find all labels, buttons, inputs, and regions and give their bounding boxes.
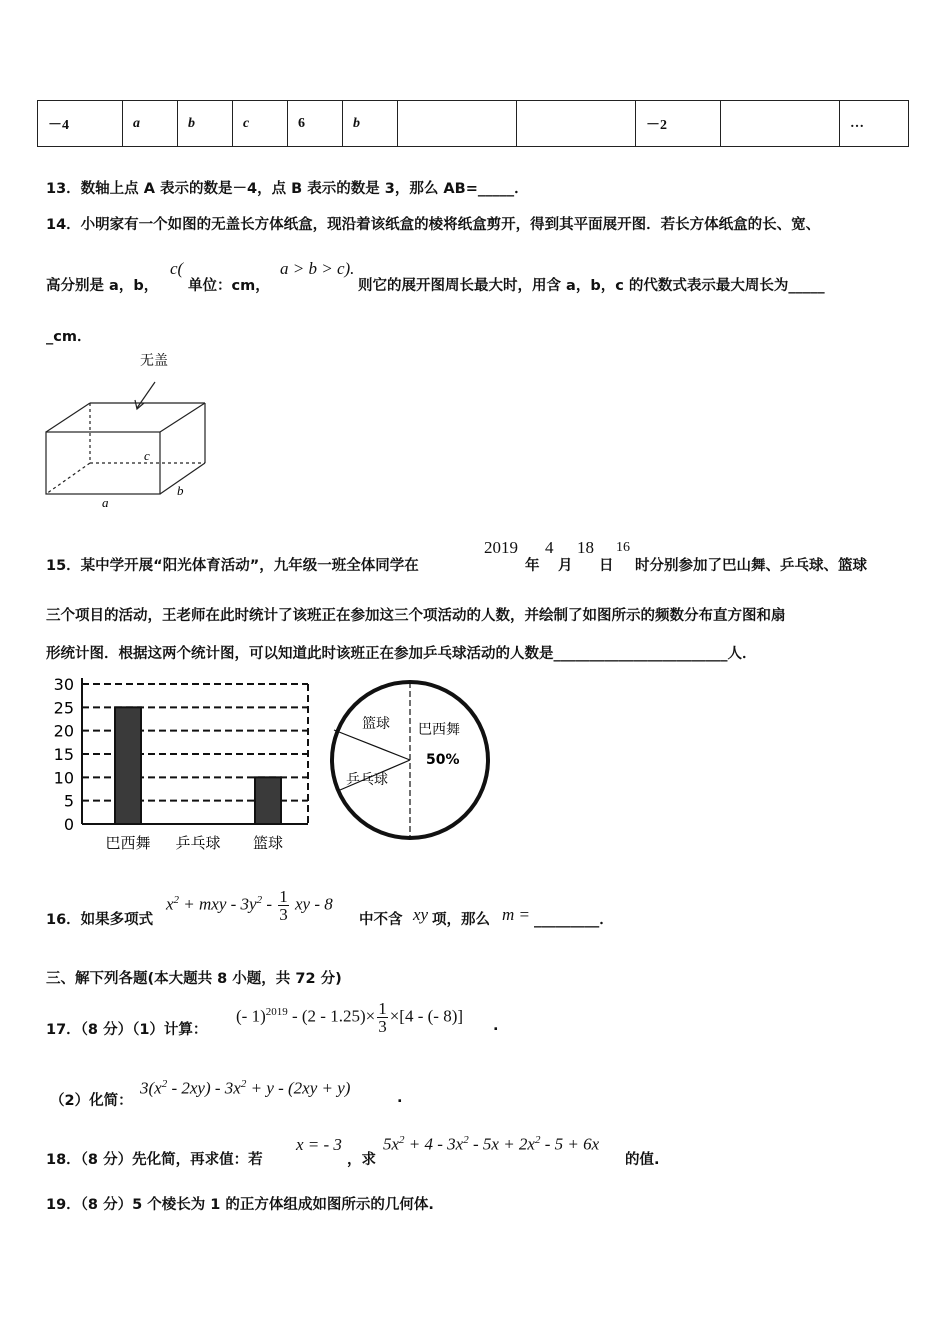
y-tick-label: 15 — [53, 745, 74, 764]
table-cell: … — [840, 101, 909, 147]
x-tick-label: 篮球 — [252, 834, 284, 852]
question-15-line3: 形统计图．根据这两个统计图，可以知道此时该班正在参加乒乓球活动的人数是________________________人． — [46, 646, 757, 662]
hour: 16 — [616, 540, 630, 555]
edge-label-c: c — [144, 448, 150, 463]
period: . — [397, 1090, 403, 1106]
y-tick-label: 20 — [53, 721, 74, 741]
table-cell — [721, 101, 840, 147]
polynomial-expression: $x^2$ + mxy - $3y^2$ - $\frac{1}{3}$ xy - 8 — [166, 887, 333, 924]
period: . — [493, 1018, 499, 1034]
bar-3 — [255, 777, 281, 824]
question-18-ask: ，求 — [347, 1152, 376, 1168]
pie-percent-bashan: 50% — [426, 752, 460, 768]
expression-17-2: $3(x^2 - 2xy) - 3x^2 + y - (2xy + y)$ — [140, 1078, 351, 1098]
question-15-line2: 三个项目的活动，王老师在此时统计了该班正在参加这三个项活动的人数，并绘制了如图所示的频数分布直方图和扇 — [46, 608, 786, 624]
pie-label-bashan: 巴西舞 — [418, 722, 460, 738]
year-char: 年 — [525, 558, 540, 574]
open-box-figure — [40, 345, 220, 515]
math-c: c( — [170, 259, 184, 278]
section-heading: 三、解下列各题(本大题共 8 小题，共 72 分) — [46, 971, 342, 987]
question-18-tail: 的值. — [625, 1152, 660, 1168]
table-cell: 6 — [288, 101, 343, 147]
bar-1 — [115, 707, 141, 824]
table-cell: b — [178, 101, 233, 147]
question-13: 13．数轴上点 A 表示的数是－4，点 B 表示的数是 3，那么 AB=_____． — [46, 181, 529, 197]
y-tick-label: 10 — [53, 768, 74, 788]
table-cell: b — [343, 101, 398, 147]
edge-label-a: a — [102, 495, 109, 510]
question-18-lead: 18．（8 分）先化简，再求值：若 — [46, 1152, 263, 1168]
condition-x: x = - 3 — [296, 1135, 342, 1154]
month: 4 — [545, 538, 554, 557]
lid-label: 无盖 — [140, 353, 168, 369]
var-m: m = — [502, 905, 530, 924]
question-14-line1: 14．小明家有一个如图的无盖长方体纸盒，现沿着该纸盒的棱将纸盒剪开，得到其平面展开图．若长方体纸盒的长、宽、 — [46, 217, 821, 233]
pie-chart — [326, 674, 496, 844]
table-cell: a — [123, 101, 178, 147]
y-tick-label: 30 — [53, 675, 74, 694]
question-17-part2: （2）化简： — [50, 1093, 133, 1109]
table-cell: －2 — [636, 101, 721, 147]
day: 18 — [577, 538, 594, 557]
bar-chart — [50, 672, 320, 862]
day-char: 日 — [599, 558, 614, 574]
pie-label-basketball: 篮球 — [362, 716, 390, 732]
pie-label-pingpong: 乒乓球 — [346, 772, 388, 788]
table-cell — [398, 101, 517, 147]
question-19: 19．（8 分）5 个棱长为 1 的正方体组成如图所示的几何体. — [46, 1197, 434, 1213]
answer-blank-16: _________． — [534, 912, 614, 928]
question-16-mid: 中不含 — [359, 912, 403, 928]
sequence-table — [37, 100, 909, 147]
y-tick-label: 0 — [63, 815, 74, 834]
table-row — [38, 101, 909, 147]
math-condition: a > b > c). — [280, 259, 355, 278]
question-14-part-c: 则它的展开图周长最大时，用含 a，b，c 的代数式表示最大周长为_____ — [358, 278, 825, 294]
question-15-tail: 时分别参加了巴山舞、乒乓球、篮球 — [635, 558, 867, 574]
expression-17-1: (- 1)$^{2019}$ - (2 - 1.25)× $\frac{1}{3}$ ×[4 - (- 8)] — [236, 999, 464, 1036]
table-cell: c — [233, 101, 288, 147]
table-cell — [517, 101, 636, 147]
question-14-part-a: 高分别是 a，b， — [46, 278, 159, 294]
question-14-line3: _cm． — [46, 329, 92, 345]
table-cell: －4 — [38, 101, 123, 147]
var-xy: xy — [413, 905, 429, 924]
year: 2019 — [484, 538, 518, 557]
y-tick-label: 25 — [53, 698, 74, 718]
x-tick-label: 乒乓球 — [175, 834, 221, 852]
x-tick-label: 巴西舞 — [105, 834, 151, 852]
question-16-lead: 16．如果多项式 — [46, 912, 154, 928]
question-14-part-b: 单位：cm， — [188, 278, 270, 294]
y-tick-label: 5 — [63, 791, 74, 811]
question-17-lead: 17．（8 分）（1）计算： — [46, 1022, 208, 1038]
edge-label-b: b — [177, 483, 184, 498]
expression-18: $5x^2 + 4 - 3x^2 - 5x + 2x^2 - 5 + 6x$ — [383, 1134, 600, 1154]
question-16-mid2: 项，那么 — [432, 912, 490, 928]
question-15-lead: 15．某中学开展“阳光体育活动”，九年级一班全体同学在 — [46, 558, 419, 574]
month-char: 月 — [558, 558, 573, 574]
